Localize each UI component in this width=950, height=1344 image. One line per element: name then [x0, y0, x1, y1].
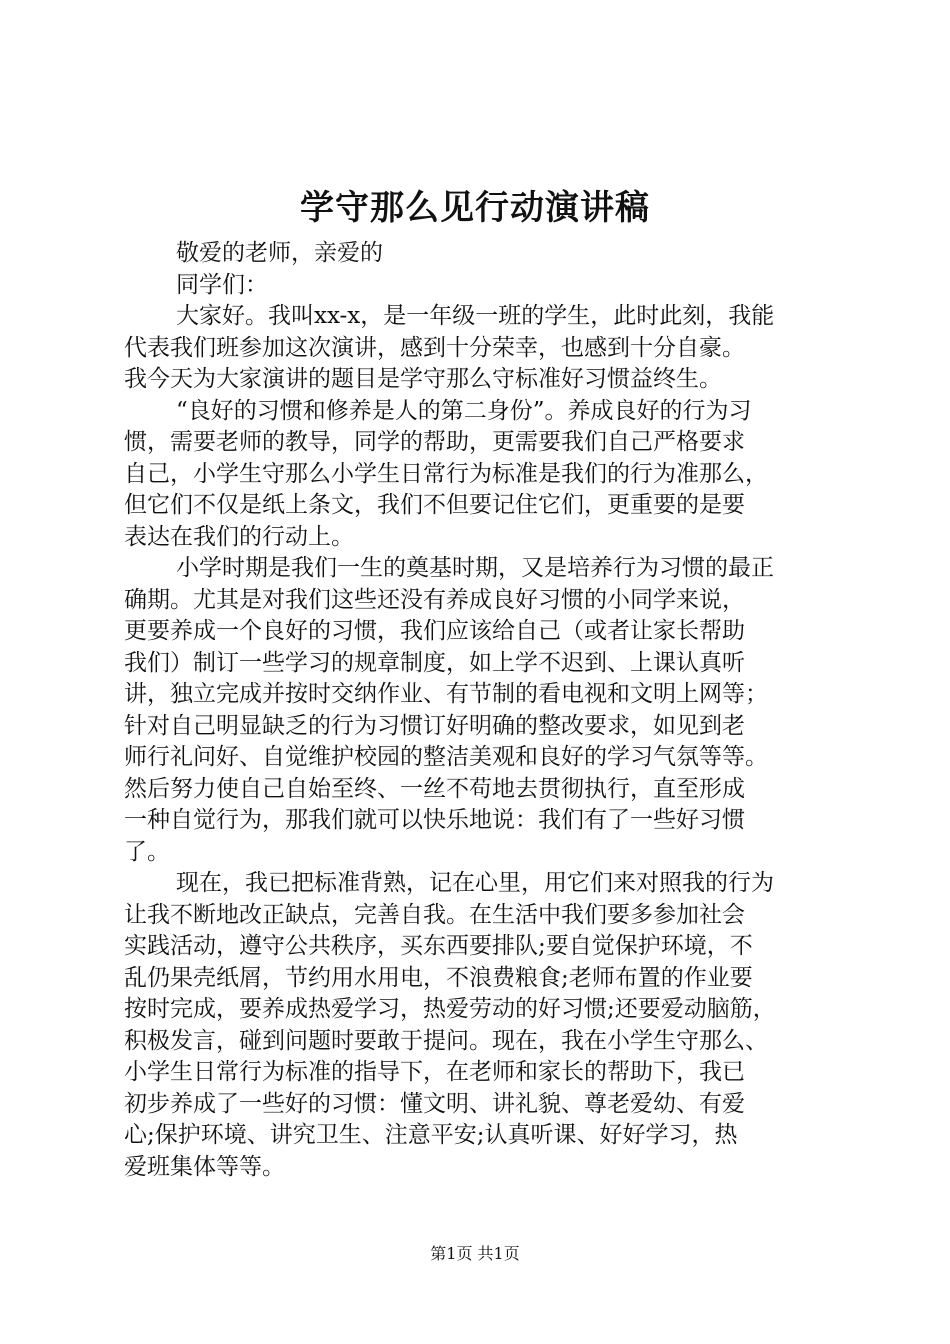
text-line: 同学们： — [176, 271, 268, 298]
text-line: 现在，我已把标准背熟，记在心里，用它们来对照我的行为 — [176, 870, 774, 896]
text-line: 小学生日常行为标准的指导下，在老师和家长的帮助下，我已 — [124, 1059, 745, 1085]
page-footer: 第1页 共1页 — [430, 1244, 520, 1263]
text-line: 师行礼问好、自觉维护校园的整洁美观和良好的学习气氛等等。 — [124, 744, 768, 770]
text-line: “良好的习惯和修养是人的第二身份”。养成良好的行为习 — [176, 397, 752, 424]
text-line: 我今天为大家演讲的题目是学守那么守标准好习惯益终生。 — [124, 366, 722, 392]
text-line: 更要养成一个良好的习惯，我们应该给自己（或者让家长帮助 — [124, 618, 745, 644]
text-line: 自己，小学生守那么小学生日常行为标准是我们的行为准那么， — [124, 460, 768, 487]
text-line: 实践活动，遵守公共秩序，买东西要排队;要自觉保护环境，不 — [124, 933, 753, 959]
text-line: 代表我们班参加这次演讲，感到十分荣幸，也感到十分自豪。 — [124, 334, 745, 361]
text-line: 惯，需要老师的教导，同学的帮助，更需要我们自己严格要求 — [124, 429, 745, 455]
text-line: 确期。尤其是对我们这些还没有养成良好习惯的小同学来说， — [124, 586, 745, 613]
page-title: 学守那么见行动演讲稿 — [300, 188, 650, 228]
text-line: 但它们不仅是纸上条文，我们不但要记住它们，更重要的是要 — [124, 492, 745, 518]
text-line: 敬爱的老师，亲爱的 — [176, 240, 383, 266]
text-line: 表达在我们的行动上。 — [124, 523, 354, 550]
text-line: 针对自己明显缺乏的行为习惯订好明确的整改要求，如见到老 — [124, 712, 745, 739]
speech-body — [124, 238, 836, 1183]
text-line: 然后努力使自己自始至终、一丝不苟地去贯彻执行，直至形成 — [124, 775, 745, 802]
text-line: 一种自觉行为，那我们就可以快乐地说：我们有了一些好习惯 — [124, 807, 745, 833]
text-line: 初步养成了一些好的习惯：懂文明、讲礼貌、尊老爱幼、有爱 — [124, 1090, 745, 1117]
text-line: 让我不断地改正缺点，完善自我。在生活中我们要多参加社会 — [124, 901, 745, 928]
text-line: 心;保护环境、讲究卫生、注意平安;认真听课、好好学习，热 — [124, 1122, 738, 1148]
text-line: 了。 — [124, 838, 170, 865]
text-line: 乱仍果壳纸屑，节约用水用电，不浪费粮食;老师布置的作业要 — [124, 964, 753, 991]
text-line: 我们）制订一些学习的规章制度，如上学不迟到、上课认真听 — [124, 649, 745, 676]
text-line: 积极发言，碰到问题时要敢于提问。现在，我在小学生守那么、 — [124, 1027, 768, 1054]
text-line: 爱班集体等等。 — [124, 1153, 285, 1180]
text-line: 大家好。我叫xx-x，是一年级一班的学生，此时此刻，我能 — [176, 303, 775, 329]
text-line: 按时完成，要养成热爱学习，热爱劳动的好习惯;还要爱动脑筋， — [124, 996, 776, 1022]
text-line: 小学时期是我们一生的奠基时期，又是培养行为习惯的最正 — [176, 555, 774, 581]
text-line: 讲，独立完成并按时交纳作业、有节制的看电视和文明上网等； — [124, 681, 768, 707]
